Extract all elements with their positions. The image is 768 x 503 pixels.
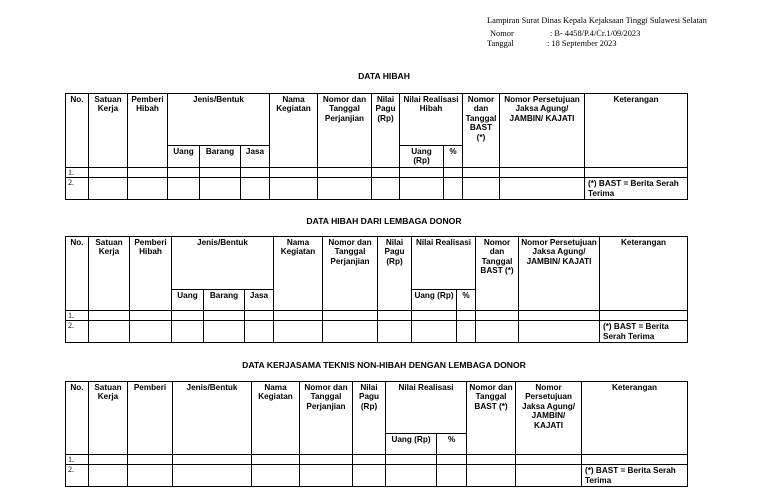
col-satuan-kerja: Satuan Kerja [89,94,128,168]
section-title-kerjasama-teknis: DATA KERJASAMA TEKNIS NON-HIBAH DENGAN LEMBAGA DONOR [242,360,526,370]
col-jenis-bentuk: Jenis/Bentuk [173,382,252,455]
header-tanggal-row [487,39,757,49]
col-nilai-realisasi: Nilai Realisasi [412,237,476,290]
table-row [66,321,688,343]
header-title: Lampiran Surat Dinas Kepala Kejaksaan Tinggi Sulawesi Selatan [487,16,707,25]
col-persen: % [457,290,476,311]
col-uang-rp: Uang (Rp) [412,290,457,311]
col-uang-rp: Uang (Rp) [400,146,444,168]
col-nomor-perjanjian: Nomor dan Tanggal Perjanjian [323,237,378,311]
table-row [66,178,688,200]
table-row [66,167,688,177]
col-nomor-perjanjian: Nomor dan Tanggal Perjanjian [300,382,353,455]
col-barang: Barang [204,290,245,311]
col-nomor-perjanjian: Nomor dan Tanggal Perjanjian [318,94,372,168]
row-number: 1. [66,311,89,321]
bast-note: (*) BAST = Berita Serah Terima [582,465,688,487]
col-keterangan: Keterangan [600,237,688,311]
col-jasa: Jasa [245,290,274,311]
col-persen: % [437,434,467,455]
col-satuan-kerja: Satuan Kerja [89,382,128,455]
col-jenis-bentuk: Jenis/Bentuk [172,237,274,290]
col-nomor-bast: Nomor dan Tanggal BAST (*) [467,382,516,455]
col-nilai-pagu: Nilai Pagu (Rp) [378,237,412,311]
bast-note: (*) BAST = Berita Serah Terima [585,178,688,200]
col-nama-kegiatan: Nama Kegiatan [274,237,323,311]
col-pemberi: Pemberi [128,382,173,455]
col-uang: Uang [172,290,204,311]
col-satuan-kerja: Satuan Kerja [89,237,130,311]
tanggal-value: : 18 September 2023 [547,39,617,48]
col-uang: Uang [168,146,200,168]
col-nomor-persetujuan: Nomor Persetujuan Jaksa Agung/ JAMBIN/ KAJATI [516,382,582,455]
header-row [66,237,688,290]
col-uang-rp: Uang (Rp) [386,434,437,455]
col-pemberi-hibah: Pemberi Hibah [128,94,168,168]
row-number: 1. [66,455,89,465]
row-number: 1. [66,167,89,177]
col-barang: Barang [200,146,241,168]
col-nilai-pagu: Nilai Pagu (Rp) [353,382,386,455]
row-number: 2. [66,178,89,200]
table-row [66,465,688,487]
nomor-label: Nomor [490,29,514,38]
col-no: No. [66,237,89,311]
nomor-value: : B- 4458/P.4/Cr.1/09/2023 [550,29,641,38]
table-row [66,455,688,465]
col-no: No. [66,94,89,168]
header-row [66,382,688,434]
col-nama-kegiatan: Nama Kegiatan [252,382,300,455]
col-persen: % [444,146,463,168]
col-keterangan: Keterangan [582,382,688,455]
bast-note: (*) BAST = Berita Serah Terima [600,321,688,343]
row-number: 2. [66,465,89,487]
col-nomor-persetujuan: Nomor Persetujuan Jaksa Agung/ JAMBIN/ KAJATI [519,237,600,311]
table-data-hibah [65,93,688,200]
col-nilai-realisasi: Nilai Realisasi [386,382,467,434]
table-kerjasama-teknis [65,381,688,487]
col-nilai-pagu: Nilai Pagu (Rp) [372,94,400,168]
col-nilai-realisasi-hibah: Nilai Realisasi Hibah [400,94,463,146]
table-data-hibah-donor [65,236,688,343]
header-nomor-row [487,29,757,39]
col-nomor-persetujuan: Nomor Persetujuan Jaksa Agung/ JAMBIN/ KAJATI [500,94,585,168]
row-number: 2. [66,321,89,343]
col-no: No. [66,382,89,455]
col-keterangan: Keterangan [585,94,688,168]
tanggal-label: Tanggal [487,39,514,48]
col-jasa: Jasa [241,146,270,168]
section-title-data-hibah: DATA HIBAH [358,71,410,81]
col-nomor-bast: Nomor dan Tanggal BAST (*) [476,237,519,311]
table-row [66,311,688,321]
letter-header [487,16,757,49]
header-row [66,94,688,146]
section-title-data-hibah-donor: DATA HIBAH DARI LEMBAGA DONOR [306,216,462,226]
col-nomor-bast: Nomor dan Tanggal BAST (*) [463,94,500,168]
col-jenis-bentuk: Jenis/Bentuk [168,94,270,146]
col-pemberi-hibah: Pemberi Hibah [130,237,172,311]
col-nama-kegiatan: Nama Kegiatan [270,94,318,168]
